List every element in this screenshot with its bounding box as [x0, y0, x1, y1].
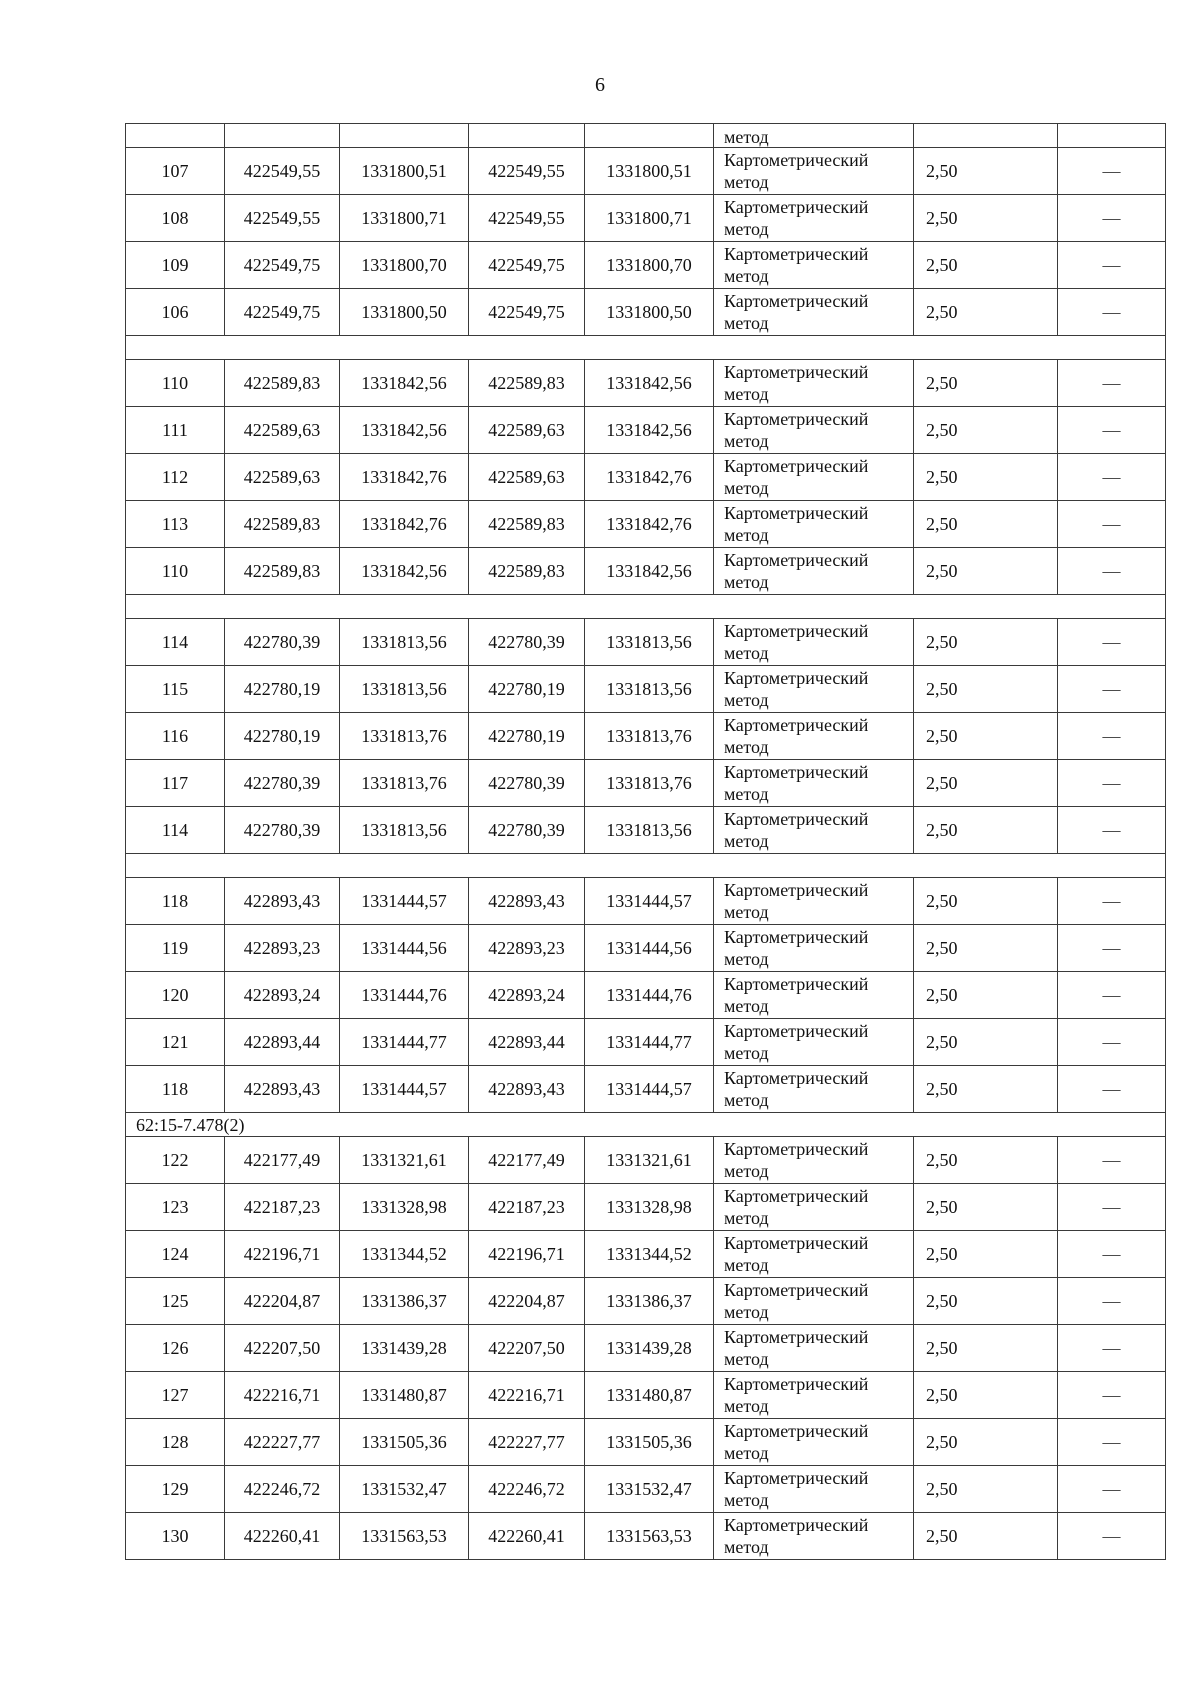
cell-y2: 1331386,37 [585, 1278, 714, 1325]
cell-y2: 1331842,56 [585, 407, 714, 454]
cell-x2: 422893,44 [469, 1019, 585, 1066]
cell-accuracy: 2,50 [914, 148, 1058, 195]
cell-point: 120 [126, 972, 225, 1019]
cell-note: — [1058, 195, 1166, 242]
cell-method: Картометрический метод [714, 1278, 914, 1325]
table-row [126, 1231, 1166, 1278]
cell-note: — [1058, 619, 1166, 666]
cell-point: 110 [126, 548, 225, 595]
cell-x2: 422549,55 [469, 195, 585, 242]
cell-y2: 1331800,71 [585, 195, 714, 242]
cell-y1: 1331532,47 [340, 1466, 469, 1513]
table-row [126, 878, 1166, 925]
cell-y1: 1331800,51 [340, 148, 469, 195]
cell-x2: 422549,55 [469, 148, 585, 195]
cell-x2: 422893,23 [469, 925, 585, 972]
cell-accuracy: 2,50 [914, 760, 1058, 807]
cell-method: Картометрический метод [714, 1372, 914, 1419]
cell-y2: 1331813,56 [585, 666, 714, 713]
cell-note: — [1058, 360, 1166, 407]
cell-y2: 1331444,77 [585, 1019, 714, 1066]
cell-y1: 1331800,50 [340, 289, 469, 336]
cell-x1: 422780,19 [225, 666, 340, 713]
cell-accuracy: 2,50 [914, 195, 1058, 242]
cell-x2: 422260,41 [469, 1513, 585, 1560]
cell-x1: 422780,39 [225, 807, 340, 854]
cell-y2: 1331505,36 [585, 1419, 714, 1466]
cell-accuracy: 2,50 [914, 242, 1058, 289]
cell-y2: 1331444,57 [585, 1066, 714, 1113]
table-row [126, 1019, 1166, 1066]
cell-accuracy: 2,50 [914, 1419, 1058, 1466]
table-row [126, 242, 1166, 289]
table-row [126, 289, 1166, 336]
cell-x1: 422227,77 [225, 1419, 340, 1466]
cell-y2: 1331321,61 [585, 1137, 714, 1184]
cell-method: Картометрический метод [714, 195, 914, 242]
cell-point: 127 [126, 1372, 225, 1419]
cell-accuracy: 2,50 [914, 1372, 1058, 1419]
cell-point: 122 [126, 1137, 225, 1184]
cell-point: 118 [126, 878, 225, 925]
table-row [126, 501, 1166, 548]
cell-y2: 1331328,98 [585, 1184, 714, 1231]
separator-cell [126, 595, 1166, 619]
cell-x2: 422780,39 [469, 760, 585, 807]
table-row [126, 195, 1166, 242]
cell-point: 125 [126, 1278, 225, 1325]
cell-method: Картометрический метод [714, 1513, 914, 1560]
cell-point: 117 [126, 760, 225, 807]
cell-y2: 1331800,70 [585, 242, 714, 289]
cell-x1: 422893,24 [225, 972, 340, 1019]
cell-y1: 1331813,76 [340, 713, 469, 760]
cell-point: 114 [126, 807, 225, 854]
cell-point: 111 [126, 407, 225, 454]
cell-accuracy: 2,50 [914, 878, 1058, 925]
cell-method: Картометрический метод [714, 360, 914, 407]
cell-x2: 422589,83 [469, 360, 585, 407]
page-number: 6 [595, 74, 605, 96]
cell-note: — [1058, 1466, 1166, 1513]
table-row [126, 760, 1166, 807]
cell-x1: 422893,43 [225, 878, 340, 925]
cell-method: Картометрический метод [714, 1466, 914, 1513]
cell-x1: 422187,23 [225, 1184, 340, 1231]
cell-point: 108 [126, 195, 225, 242]
cell-method: Картометрический метод [714, 666, 914, 713]
cell-y2: 1331842,56 [585, 360, 714, 407]
cell-accuracy: 2,50 [914, 666, 1058, 713]
cell-y1: 1331813,76 [340, 760, 469, 807]
cell-y1: 1331444,57 [340, 1066, 469, 1113]
cell-y1: 1331842,76 [340, 454, 469, 501]
cell-accuracy: 2,50 [914, 289, 1058, 336]
cell-accuracy: 2,50 [914, 1513, 1058, 1560]
cell-x2: 422216,71 [469, 1372, 585, 1419]
cell-y1: 1331444,56 [340, 925, 469, 972]
group-label-row [126, 1113, 1166, 1137]
cell-x2: 422187,23 [469, 1184, 585, 1231]
cell-y1: 1331842,76 [340, 501, 469, 548]
table-row [126, 454, 1166, 501]
cell-y1: 1331480,87 [340, 1372, 469, 1419]
cell-note: — [1058, 925, 1166, 972]
cell-method: Картометрический метод [714, 972, 914, 1019]
cell-y2: 1331563,53 [585, 1513, 714, 1560]
cell-method: Картометрический метод [714, 407, 914, 454]
cell-point: 129 [126, 1466, 225, 1513]
cell-x1: 422780,39 [225, 619, 340, 666]
cell-accuracy: 2,50 [914, 501, 1058, 548]
cell-x1: 422549,75 [225, 242, 340, 289]
cell-point: 114 [126, 619, 225, 666]
cell-method: Картометрический метод [714, 878, 914, 925]
cell-x1: 422589,83 [225, 548, 340, 595]
table-row [126, 360, 1166, 407]
cell-point [126, 124, 225, 148]
table-row [126, 1513, 1166, 1560]
cell-y2: 1331800,50 [585, 289, 714, 336]
table-row [126, 1184, 1166, 1231]
cell-x2: 422177,49 [469, 1137, 585, 1184]
separator-cell [126, 854, 1166, 878]
cell-note: — [1058, 289, 1166, 336]
cell-accuracy: 2,50 [914, 360, 1058, 407]
cell-method: Картометрический метод [714, 1231, 914, 1278]
cell-accuracy: 2,50 [914, 407, 1058, 454]
cell-y1: 1331842,56 [340, 360, 469, 407]
table-row [126, 1278, 1166, 1325]
cell-note: — [1058, 1066, 1166, 1113]
cell-note: — [1058, 1325, 1166, 1372]
cell-y2: 1331444,57 [585, 878, 714, 925]
cell-y1: 1331439,28 [340, 1325, 469, 1372]
cell-point: 113 [126, 501, 225, 548]
cell-accuracy: 2,50 [914, 548, 1058, 595]
cell-accuracy: 2,50 [914, 807, 1058, 854]
continued-row [126, 124, 1166, 148]
cell-method: Картометрический метод [714, 1019, 914, 1066]
cell-x1 [225, 124, 340, 148]
cell-note: — [1058, 1419, 1166, 1466]
cell-accuracy: 2,50 [914, 972, 1058, 1019]
cell-x1: 422780,19 [225, 713, 340, 760]
cell-x2: 422893,24 [469, 972, 585, 1019]
separator-cell [126, 336, 1166, 360]
cell-note: — [1058, 760, 1166, 807]
cell-y2: 1331842,76 [585, 501, 714, 548]
cell-method: Картометрический метод [714, 1419, 914, 1466]
table-row [126, 972, 1166, 1019]
table-row [126, 807, 1166, 854]
cell-point: 110 [126, 360, 225, 407]
cell-point: 118 [126, 1066, 225, 1113]
cell-accuracy [914, 124, 1058, 148]
cell-x1: 422893,43 [225, 1066, 340, 1113]
cell-y1: 1331505,36 [340, 1419, 469, 1466]
cell-y1: 1331444,77 [340, 1019, 469, 1066]
cell-x2: 422207,50 [469, 1325, 585, 1372]
cell-y1: 1331444,76 [340, 972, 469, 1019]
cell-point: 128 [126, 1419, 225, 1466]
cell-method: Картометрический метод [714, 501, 914, 548]
cell-x1: 422589,83 [225, 360, 340, 407]
cell-method: Картометрический метод [714, 1066, 914, 1113]
cell-y1: 1331328,98 [340, 1184, 469, 1231]
cell-accuracy: 2,50 [914, 1137, 1058, 1184]
table-row [126, 1419, 1166, 1466]
cell-y2: 1331842,76 [585, 454, 714, 501]
cell-y2: 1331480,87 [585, 1372, 714, 1419]
cell-y2: 1331842,56 [585, 548, 714, 595]
cell-method: Картометрический метод [714, 289, 914, 336]
cell-note: — [1058, 1137, 1166, 1184]
cell-x1: 422589,63 [225, 454, 340, 501]
cell-y1: 1331813,56 [340, 807, 469, 854]
cell-note: — [1058, 1184, 1166, 1231]
cell-y2: 1331444,76 [585, 972, 714, 1019]
cell-y2: 1331444,56 [585, 925, 714, 972]
cell-x2: 422549,75 [469, 289, 585, 336]
cell-method: Картометрический метод [714, 713, 914, 760]
cell-point: 121 [126, 1019, 225, 1066]
table-row [126, 1137, 1166, 1184]
cell-y1: 1331444,57 [340, 878, 469, 925]
cell-method: Картометрический метод [714, 548, 914, 595]
cell-y1: 1331344,52 [340, 1231, 469, 1278]
table-row [126, 407, 1166, 454]
cell-x1: 422177,49 [225, 1137, 340, 1184]
cell-method: Картометрический метод [714, 925, 914, 972]
cell-point: 115 [126, 666, 225, 713]
cell-x2: 422893,43 [469, 878, 585, 925]
table-row [126, 1372, 1166, 1419]
cell-accuracy: 2,50 [914, 1325, 1058, 1372]
cell-accuracy: 2,50 [914, 1278, 1058, 1325]
group-separator-row [126, 336, 1166, 360]
cell-x2: 422780,39 [469, 807, 585, 854]
cell-note: — [1058, 666, 1166, 713]
cell-method: метод [714, 124, 914, 148]
cell-note: — [1058, 972, 1166, 1019]
cell-x1: 422246,72 [225, 1466, 340, 1513]
cell-note: — [1058, 1278, 1166, 1325]
cell-accuracy: 2,50 [914, 1184, 1058, 1231]
cell-note: — [1058, 1019, 1166, 1066]
cell-point: 116 [126, 713, 225, 760]
cell-method: Картометрический метод [714, 454, 914, 501]
cell-y1: 1331800,70 [340, 242, 469, 289]
cell-x2 [469, 124, 585, 148]
cell-y2: 1331813,56 [585, 619, 714, 666]
cell-y2: 1331813,56 [585, 807, 714, 854]
cell-y2: 1331800,51 [585, 148, 714, 195]
cell-x2: 422780,19 [469, 713, 585, 760]
cell-x1: 422589,83 [225, 501, 340, 548]
cell-x2: 422780,39 [469, 619, 585, 666]
cell-x2: 422780,19 [469, 666, 585, 713]
cell-accuracy: 2,50 [914, 619, 1058, 666]
cell-note: — [1058, 1513, 1166, 1560]
cell-point: 119 [126, 925, 225, 972]
cell-method: Картометрический метод [714, 148, 914, 195]
cell-x2: 422589,83 [469, 548, 585, 595]
cell-x2: 422893,43 [469, 1066, 585, 1113]
cell-method: Картометрический метод [714, 807, 914, 854]
cell-accuracy: 2,50 [914, 713, 1058, 760]
table-row [126, 619, 1166, 666]
cell-x2: 422589,63 [469, 454, 585, 501]
cell-x1: 422549,55 [225, 195, 340, 242]
cell-method: Картометрический метод [714, 242, 914, 289]
cell-x1: 422216,71 [225, 1372, 340, 1419]
cell-point: 130 [126, 1513, 225, 1560]
cell-x1: 422260,41 [225, 1513, 340, 1560]
cell-x2: 422246,72 [469, 1466, 585, 1513]
cell-method: Картометрический метод [714, 760, 914, 807]
table-row [126, 548, 1166, 595]
coordinates-table [125, 123, 1166, 1560]
cell-point: 112 [126, 454, 225, 501]
cell-note: — [1058, 713, 1166, 760]
cell-x2: 422589,83 [469, 501, 585, 548]
cell-method: Картометрический метод [714, 619, 914, 666]
cell-x1: 422549,75 [225, 289, 340, 336]
cell-y1: 1331563,53 [340, 1513, 469, 1560]
cell-note: — [1058, 454, 1166, 501]
cell-x1: 422196,71 [225, 1231, 340, 1278]
cell-method: Картометрический метод [714, 1184, 914, 1231]
table-row [126, 1466, 1166, 1513]
cell-accuracy: 2,50 [914, 1231, 1058, 1278]
cell-y2: 1331813,76 [585, 713, 714, 760]
cell-y1: 1331842,56 [340, 407, 469, 454]
table-row [126, 713, 1166, 760]
cell-x1: 422780,39 [225, 760, 340, 807]
cell-x2: 422196,71 [469, 1231, 585, 1278]
table-body [126, 124, 1166, 1560]
group-separator-row [126, 595, 1166, 619]
cell-accuracy: 2,50 [914, 1066, 1058, 1113]
table-row [126, 1325, 1166, 1372]
cell-method: Картометрический метод [714, 1137, 914, 1184]
cell-y1: 1331800,71 [340, 195, 469, 242]
group-separator-row [126, 854, 1166, 878]
cell-note: — [1058, 501, 1166, 548]
cell-accuracy: 2,50 [914, 1466, 1058, 1513]
cell-y2: 1331532,47 [585, 1466, 714, 1513]
cell-note: — [1058, 878, 1166, 925]
cell-x1: 422549,55 [225, 148, 340, 195]
cell-point: 109 [126, 242, 225, 289]
cell-note: — [1058, 242, 1166, 289]
cell-x1: 422893,44 [225, 1019, 340, 1066]
table-row [126, 666, 1166, 713]
cell-point: 126 [126, 1325, 225, 1372]
cell-point: 123 [126, 1184, 225, 1231]
table-row [126, 148, 1166, 195]
cell-y2 [585, 124, 714, 148]
cell-x2: 422204,87 [469, 1278, 585, 1325]
cell-x1: 422207,50 [225, 1325, 340, 1372]
group-label: 62:15-7.478(2) [126, 1113, 1166, 1137]
cell-accuracy: 2,50 [914, 925, 1058, 972]
cell-x2: 422589,63 [469, 407, 585, 454]
cell-x2: 422227,77 [469, 1419, 585, 1466]
cell-point: 106 [126, 289, 225, 336]
cell-x2: 422549,75 [469, 242, 585, 289]
table-row [126, 1066, 1166, 1113]
cell-y1: 1331842,56 [340, 548, 469, 595]
cell-y1: 1331813,56 [340, 666, 469, 713]
cell-note: — [1058, 1231, 1166, 1278]
cell-accuracy: 2,50 [914, 1019, 1058, 1066]
table-row [126, 925, 1166, 972]
cell-y1 [340, 124, 469, 148]
cell-method: Картометрический метод [714, 1325, 914, 1372]
cell-x1: 422204,87 [225, 1278, 340, 1325]
cell-point: 124 [126, 1231, 225, 1278]
cell-note: — [1058, 548, 1166, 595]
cell-y1: 1331321,61 [340, 1137, 469, 1184]
cell-note: — [1058, 148, 1166, 195]
cell-note: — [1058, 807, 1166, 854]
cell-y1: 1331813,56 [340, 619, 469, 666]
cell-y1: 1331386,37 [340, 1278, 469, 1325]
cell-y2: 1331813,76 [585, 760, 714, 807]
cell-y2: 1331439,28 [585, 1325, 714, 1372]
cell-note: — [1058, 1372, 1166, 1419]
cell-y2: 1331344,52 [585, 1231, 714, 1278]
cell-note: — [1058, 407, 1166, 454]
cell-x1: 422893,23 [225, 925, 340, 972]
cell-x1: 422589,63 [225, 407, 340, 454]
cell-note [1058, 124, 1166, 148]
cell-point: 107 [126, 148, 225, 195]
cell-accuracy: 2,50 [914, 454, 1058, 501]
